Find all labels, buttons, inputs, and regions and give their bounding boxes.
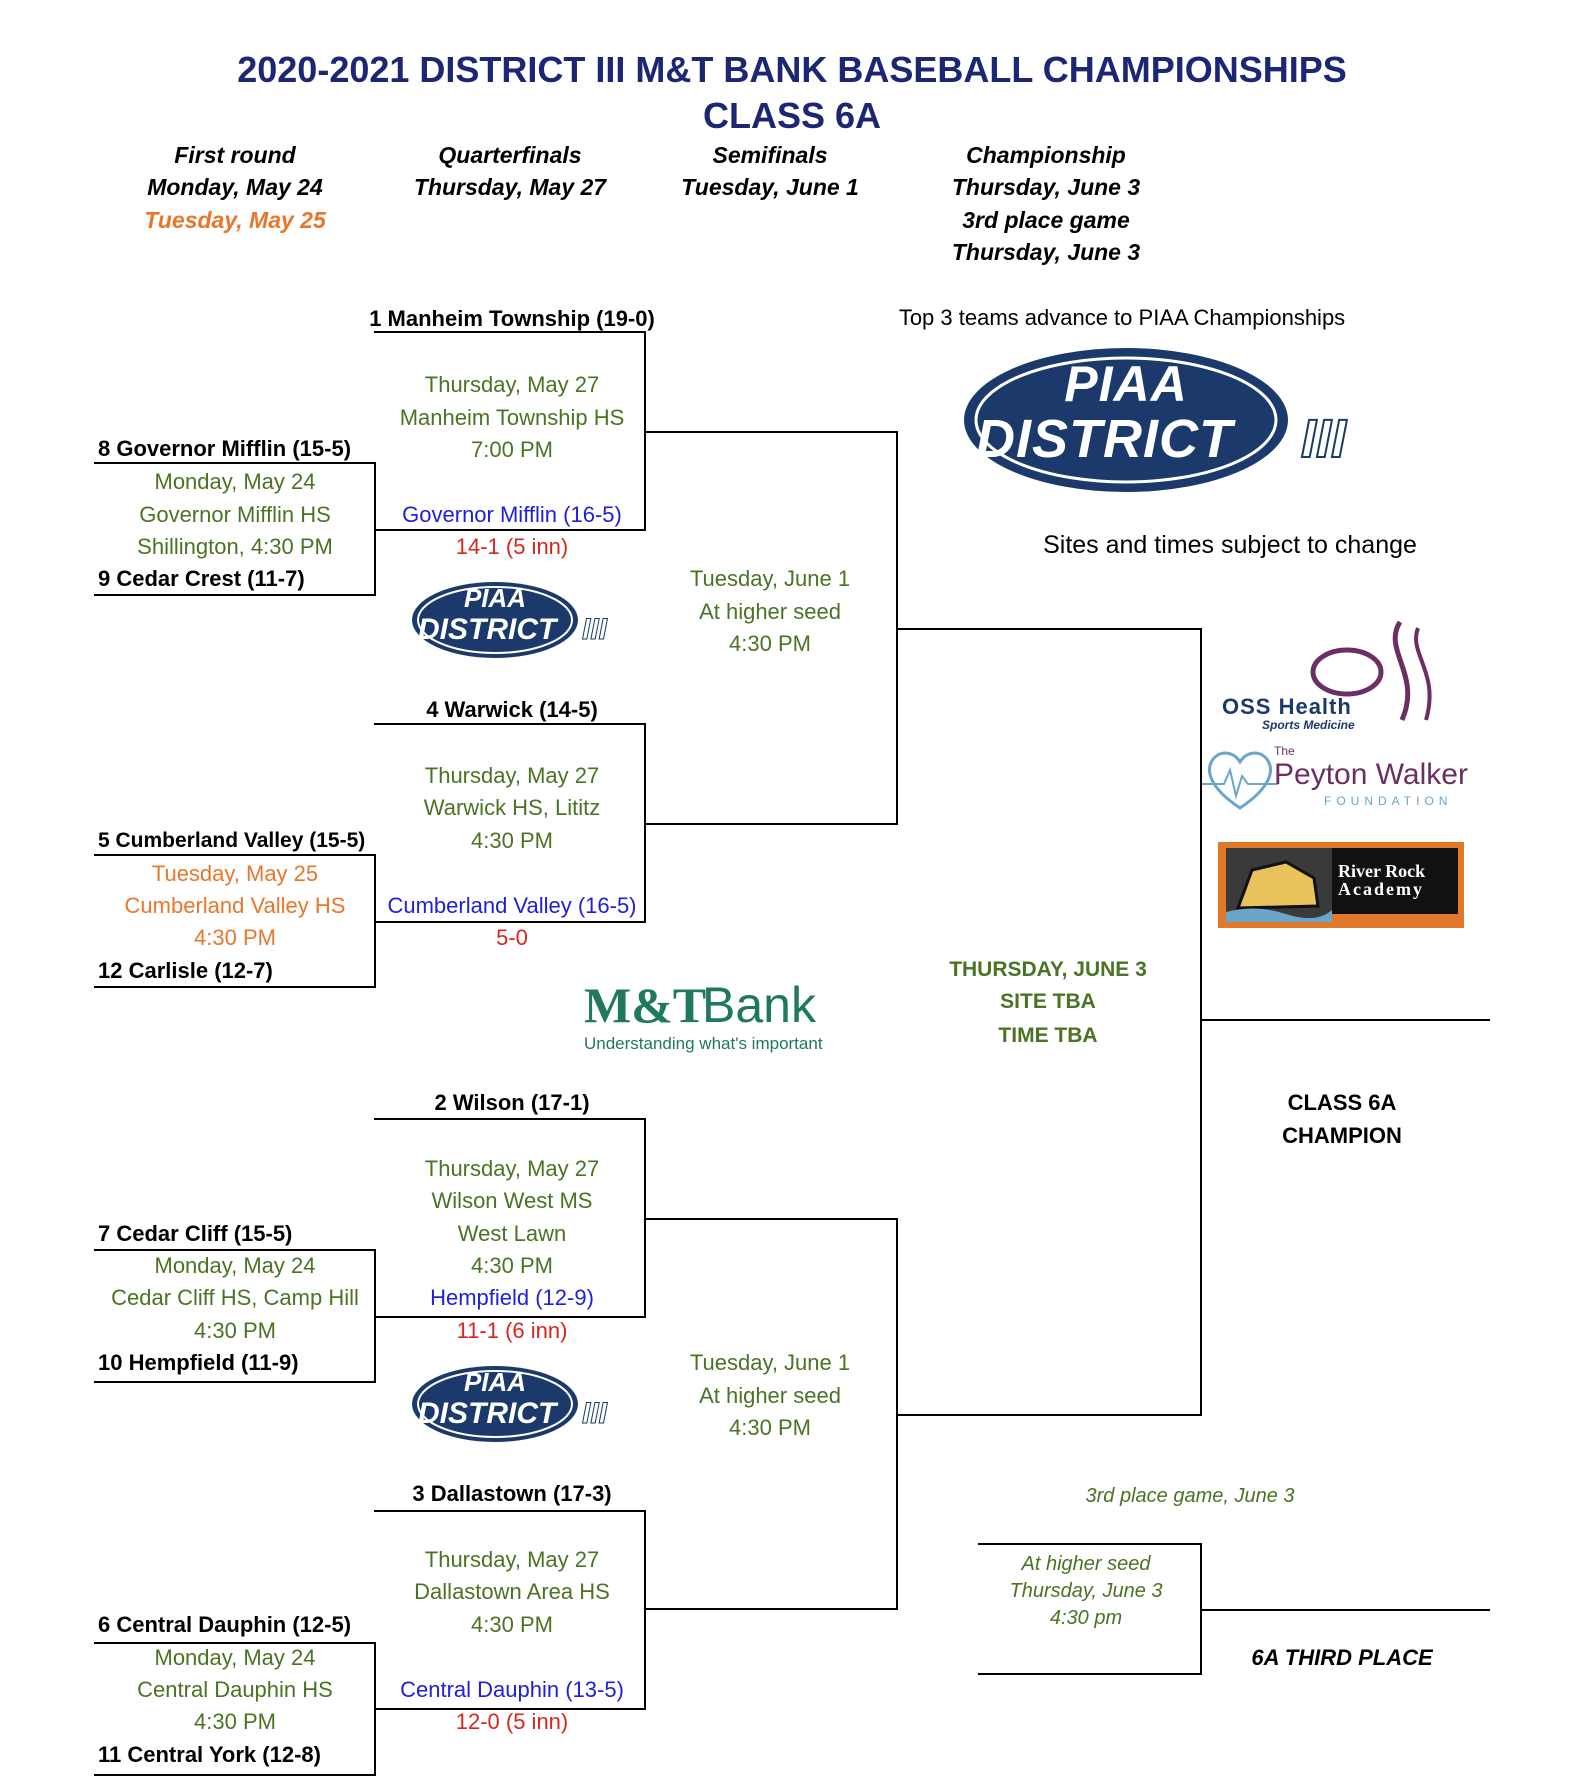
oss-health-logo [1222, 620, 1462, 732]
third-place-label: 6A THIRD PLACE [1251, 1645, 1433, 1670]
fr1-bottom-team: 9 Cedar Crest (11-7) [98, 566, 305, 591]
third-bottom-line [978, 1673, 1202, 1675]
round-third-date: Thursday, June 3 [951, 239, 1141, 265]
third-line2: Thursday, June 3 [1009, 1580, 1163, 1602]
sf1-top-line [646, 431, 898, 433]
round-first-date-alt: Tuesday, May 25 [144, 207, 326, 233]
qf2-top-line [374, 723, 646, 725]
fr4-bottom-line [94, 1774, 376, 1776]
page-subtitle: CLASS 6A [702, 95, 882, 136]
final-line3: TIME TBA [998, 1024, 1098, 1047]
sf2-bottom-line [646, 1608, 898, 1610]
qf2-line3: 4:30 PM [471, 828, 553, 853]
heartbeat-heart-icon [1200, 740, 1280, 816]
fr1-top-line [94, 462, 376, 464]
round-semi-name: Semifinals [712, 142, 828, 168]
qf2-line2: Warwick HS, Lititz [423, 795, 601, 820]
mt-bank-logo [584, 978, 864, 1058]
fr1-line2: Governor Mifflin HS [139, 502, 331, 527]
sf2-line1: Tuesday, June 1 [689, 1350, 851, 1375]
qf1-top-team: 1 Manheim Township (19-0) [369, 306, 655, 331]
river-rock-logo [1218, 842, 1464, 928]
fr4-bottom-team: 11 Central York (12-8) [98, 1742, 321, 1767]
piaa-district-logo-small-2 [410, 1364, 630, 1444]
round-quarter-date: Thursday, May 27 [413, 174, 607, 200]
fr1-bottom-line [94, 594, 376, 596]
sf1-line1: Tuesday, June 1 [689, 566, 851, 591]
qf4-score: 12-0 (5 inn) [455, 1709, 569, 1734]
fr4-top-line [94, 1642, 376, 1644]
piaa-large-text: PIAA [1064, 356, 1188, 412]
piaa-district-logo-small-1 [410, 580, 630, 660]
round-champ-name: Championship [966, 142, 1126, 168]
advance-note: Top 3 teams advance to PIAA Championships [898, 305, 1346, 330]
district-small-text-1: DISTRICT [418, 613, 557, 646]
oss-text: OSS Health [1222, 694, 1352, 719]
sf2-top-line [646, 1218, 898, 1220]
third-heading: 3rd place game, June 3 [1085, 1485, 1295, 1507]
fr3-line2: Cedar Cliff HS, Camp Hill [111, 1285, 359, 1310]
round-champ-date: Thursday, June 3 [951, 174, 1141, 200]
district-large-text: DISTRICT [976, 409, 1233, 469]
river-rock-text-bg [1332, 848, 1458, 914]
round-quarter-name: Quarterfinals [438, 142, 582, 168]
qf1-line3: 7:00 PM [471, 437, 553, 462]
final-top-line [896, 628, 1202, 630]
round-first-date: Monday, May 24 [147, 174, 323, 200]
fr1-line3: Shillington, 4:30 PM [137, 534, 333, 559]
qf2-bottom-line [374, 921, 646, 923]
qf3-line4: 4:30 PM [471, 1253, 553, 1278]
fr2-top-team: 5 Cumberland Valley (15-5) [98, 829, 366, 852]
fr4-line2: Central Dauphin HS [137, 1677, 333, 1702]
third-place-line [1200, 1609, 1490, 1611]
district-small-text-2: DISTRICT [418, 1397, 557, 1430]
piaa-small-text-1: PIAA [463, 583, 527, 613]
qf2-score: 5-0 [496, 925, 528, 950]
fr2-right-line [374, 854, 376, 988]
fr4-right-line [374, 1642, 376, 1776]
third-line3: 4:30 pm [1049, 1607, 1123, 1629]
qf1-line2: Manheim Township HS [399, 405, 625, 430]
fr4-line1: Monday, May 24 [154, 1645, 316, 1670]
peyton-walker-logo [1200, 740, 1476, 816]
fr1-top-team: 8 Governor Mifflin (15-5) [98, 436, 352, 461]
piaa-district-logo-large [956, 345, 1386, 495]
fr3-top-team: 7 Cedar Cliff (15-5) [98, 1221, 293, 1246]
fr2-line2: Cumberland Valley HS [124, 893, 346, 918]
qf1-bottom-line [374, 529, 646, 531]
fr2-top-line [94, 854, 376, 856]
final-line1: THURSDAY, JUNE 3 [949, 958, 1147, 981]
qf3-score: 11-1 (6 inn) [456, 1318, 568, 1343]
qf1-score: 14-1 (5 inn) [455, 534, 569, 559]
qf3-line2: Wilson West MS [431, 1188, 593, 1213]
rock-icon [1226, 848, 1332, 922]
river-rock-text-1: River Rock [1338, 861, 1426, 881]
champion-line [1200, 1019, 1490, 1021]
fr2-line3: 4:30 PM [194, 925, 276, 950]
qf4-top-line [374, 1510, 646, 1512]
peyton-foundation: FOUNDATION [1324, 794, 1453, 808]
qf4-line2: Dallastown Area HS [414, 1579, 610, 1604]
river-rock-text-2: Academy [1338, 879, 1424, 899]
sf1-line3: 4:30 PM [729, 631, 811, 656]
final-bottom-line [896, 1414, 1202, 1416]
qf3-winner: Hempfield (12-9) [430, 1285, 594, 1310]
qf4-line3: 4:30 PM [471, 1612, 553, 1637]
qf3-top-team: 2 Wilson (17-1) [434, 1090, 590, 1115]
qf3-top-line [374, 1118, 646, 1120]
fr3-top-line [94, 1249, 376, 1251]
fr1-line1: Monday, May 24 [154, 469, 316, 494]
fr3-line3: 4:30 PM [194, 1318, 276, 1343]
qf2-top-team: 4 Warwick (14-5) [426, 697, 598, 722]
qf3-line3: West Lawn [457, 1221, 567, 1246]
piaa-small-text-2: PIAA [463, 1367, 527, 1397]
champion-label-1: CLASS 6A [1287, 1090, 1397, 1115]
fr3-bottom-line [94, 1381, 376, 1383]
fr2-bottom-line [94, 986, 376, 988]
qf1-line1: Thursday, May 27 [424, 372, 600, 397]
sf2-line2: At higher seed [699, 1383, 841, 1408]
district-small-num-1: III [582, 613, 608, 646]
fr4-top-team: 6 Central Dauphin (12-5) [98, 1612, 352, 1637]
fr3-line1: Monday, May 24 [154, 1253, 316, 1278]
river-rock-image [1226, 848, 1332, 922]
qf1-winner: Governor Mifflin (16-5) [402, 502, 622, 527]
peyton-name: Peyton Walker [1274, 758, 1468, 791]
mt-bank-tagline: Understanding what's important [584, 1034, 823, 1053]
final-line2: SITE TBA [1000, 990, 1096, 1013]
qf4-line1: Thursday, May 27 [424, 1547, 600, 1572]
fr4-line3: 4:30 PM [194, 1709, 276, 1734]
fr2-line1: Tuesday, May 25 [151, 861, 319, 886]
page-title: 2020-2021 DISTRICT III M&T BANK BASEBALL CHAMPIONSHIPS [237, 49, 1347, 90]
qf2-winner: Cumberland Valley (16-5) [387, 893, 637, 918]
sf2-line3: 4:30 PM [729, 1415, 811, 1440]
oss-subtext: Sports Medicine [1262, 718, 1355, 732]
fr3-right-line [374, 1249, 376, 1383]
qf4-right-line [644, 1510, 646, 1710]
third-top-line [978, 1543, 1202, 1545]
champion-label-2: CHAMPION [1282, 1123, 1402, 1148]
round-first-name: First round [174, 142, 296, 168]
sf1-line2: At higher seed [699, 599, 841, 624]
round-semi-date: Tuesday, June 1 [681, 174, 859, 200]
district-large-num: III [1301, 409, 1347, 469]
third-line1: At higher seed [1021, 1553, 1151, 1575]
qf4-winner: Central Dauphin (13-5) [400, 1677, 624, 1702]
qf4-top-team: 3 Dallastown (17-3) [412, 1481, 612, 1506]
mt-bank-mt: M&T [584, 977, 707, 1033]
fr1-right-line [374, 462, 376, 596]
mt-bank-bank: Bank [702, 977, 816, 1033]
peyton-the: The [1274, 744, 1295, 758]
sf1-bottom-line [646, 823, 898, 825]
fr3-bottom-team: 10 Hempfield (11-9) [98, 1350, 299, 1375]
qf2-line1: Thursday, May 27 [424, 763, 600, 788]
district-small-num-2: III [582, 1397, 608, 1430]
qf3-line1: Thursday, May 27 [424, 1156, 600, 1181]
round-third-name: 3rd place game [962, 207, 1130, 233]
subject-note: Sites and times subject to change [1043, 531, 1417, 559]
fr2-bottom-team: 12 Carlisle (12-7) [98, 958, 273, 983]
